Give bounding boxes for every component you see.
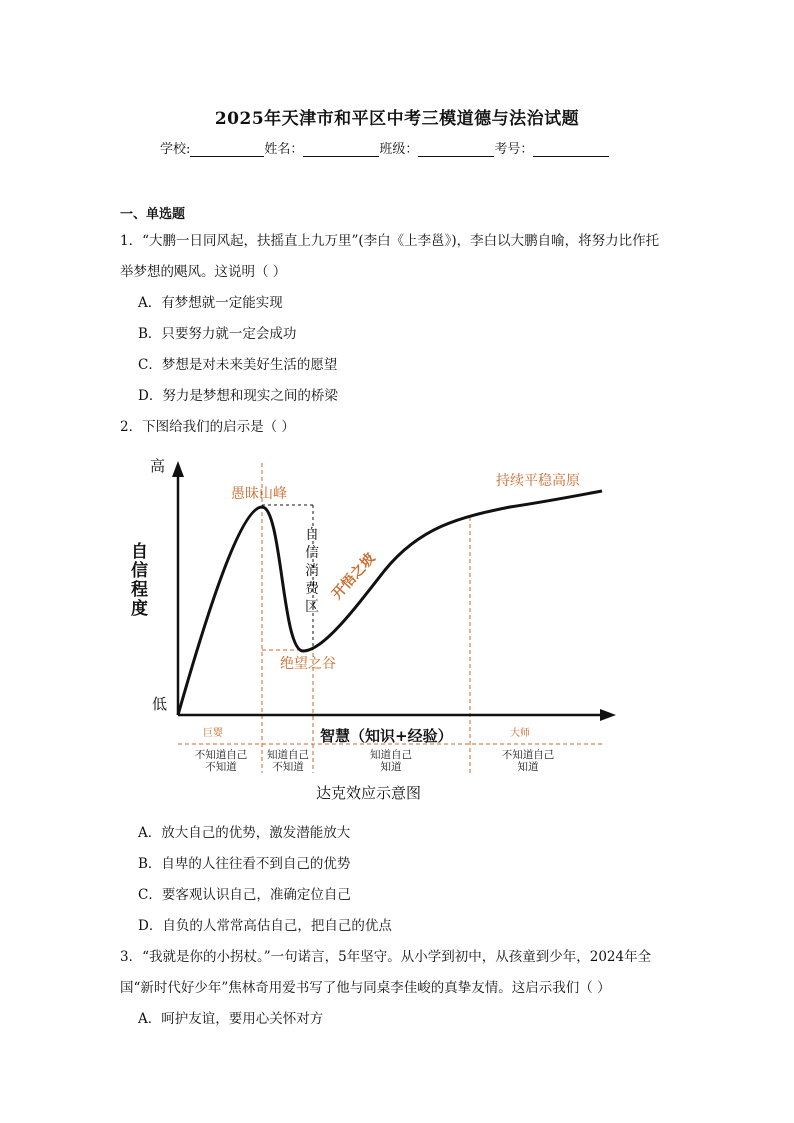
- question-3-line-1: 3．“我就是你的小拐杖。”一句诺言，5年坚守。从小学到初中，从孩童到少年，2024年全: [120, 949, 652, 965]
- question-1-option-a[interactable]: A．有梦想就一定能实现: [138, 295, 283, 311]
- number-label: 考号：: [494, 142, 534, 157]
- y-axis-arrow: [172, 461, 184, 477]
- exam-title: 2025年天津市和平区中考三模道德与法治试题: [214, 109, 580, 129]
- question-2-option-b[interactable]: B．自卑的人往往看不到自己的优势: [138, 856, 351, 872]
- zone-char-2: 信: [305, 545, 319, 561]
- number-field[interactable]: [533, 142, 609, 157]
- section-title: 一、单选题: [120, 207, 186, 222]
- bottom-2-line-2: 不知道: [272, 761, 304, 773]
- question-1-option-c[interactable]: C．梦想是对未来美好生活的愿望: [138, 357, 338, 373]
- question-2-option-d[interactable]: D．自负的人常常高估自己，把自己的优点: [138, 918, 392, 934]
- question-1-option-b[interactable]: B．只要努力就一定会成功: [138, 326, 297, 342]
- stage-1-label: 巨婴: [203, 728, 223, 739]
- class-label: 班级：: [379, 142, 419, 157]
- bottom-1-line-1: 不知道自己: [194, 749, 248, 761]
- y-label-char-2: 信: [131, 561, 148, 581]
- y-label-char-4: 度: [131, 599, 148, 619]
- x-axis-arrow: [600, 709, 616, 721]
- y-label-char-1: 自: [131, 542, 148, 562]
- bottom-1-line-2: 不知道: [205, 761, 237, 773]
- student-info-line: [160, 138, 609, 157]
- figure-caption: 达克效应示意图: [316, 784, 422, 802]
- bottom-3-line-2: 知道: [380, 761, 402, 773]
- question-1-line-2: 举梦想的飓风。这说明（ ）: [120, 264, 287, 280]
- zone-char-3: 消: [305, 563, 319, 579]
- valley-label: 绝望之谷: [280, 656, 336, 672]
- name-field[interactable]: [303, 142, 379, 157]
- peak-label: 愚昧山峰: [231, 486, 287, 502]
- question-1-option-d[interactable]: D．努力是梦想和现实之间的桥梁: [138, 388, 338, 404]
- school-label: 学校:: [160, 142, 191, 157]
- school-field[interactable]: [190, 142, 264, 157]
- y-label-char-3: 程: [131, 580, 148, 600]
- bottom-2-line-1: 知道自己: [267, 749, 309, 761]
- zone-label: [305, 527, 320, 615]
- slope-label: 开悟之坡: [329, 550, 379, 603]
- zone-char-1: 自: [305, 527, 319, 543]
- question-3-option-a[interactable]: A．呵护友谊，要用心关怀对方: [138, 1011, 324, 1027]
- confidence-curve: [178, 491, 602, 715]
- y-low-label: 低: [152, 695, 168, 713]
- question-3-line-2: 国“新时代好少年”焦林奇用爱书写了他与同桌李佳峻的真挚友情。这启示我们（ ）: [120, 980, 611, 996]
- question-1-line-1: 1．“大鹏一日同风起，扶摇直上九万里”(李白《上李邕》)，李白以大鹏自喻，将努力比作托: [120, 233, 660, 249]
- y-axis-label: [131, 541, 148, 619]
- dunning-kruger-figure: [0, 445, 794, 815]
- zone-char-4: 费: [305, 581, 319, 597]
- zone-char-5: 区: [305, 599, 319, 615]
- question-2-line-1: 2．下图给我们的启示是（ ）: [120, 419, 295, 435]
- question-2-option-a[interactable]: A．放大自己的优势，激发潜能放大: [138, 825, 351, 841]
- stage-4-label: 大师: [510, 728, 530, 739]
- question-2-option-c[interactable]: C．要客观认识自己，准确定位自己: [138, 887, 351, 903]
- y-high-label: 高: [150, 457, 166, 475]
- class-field[interactable]: [418, 142, 494, 157]
- bottom-4-line-1: 不知道自己: [501, 749, 555, 761]
- bottom-4-line-2: 知道: [517, 761, 539, 773]
- plateau-label: 持续平稳高原: [496, 473, 580, 489]
- x-axis-label: 智慧（知识+经验）: [320, 727, 453, 745]
- bottom-3-line-1: 知道自己: [370, 749, 412, 761]
- name-label: 姓名：: [264, 142, 304, 157]
